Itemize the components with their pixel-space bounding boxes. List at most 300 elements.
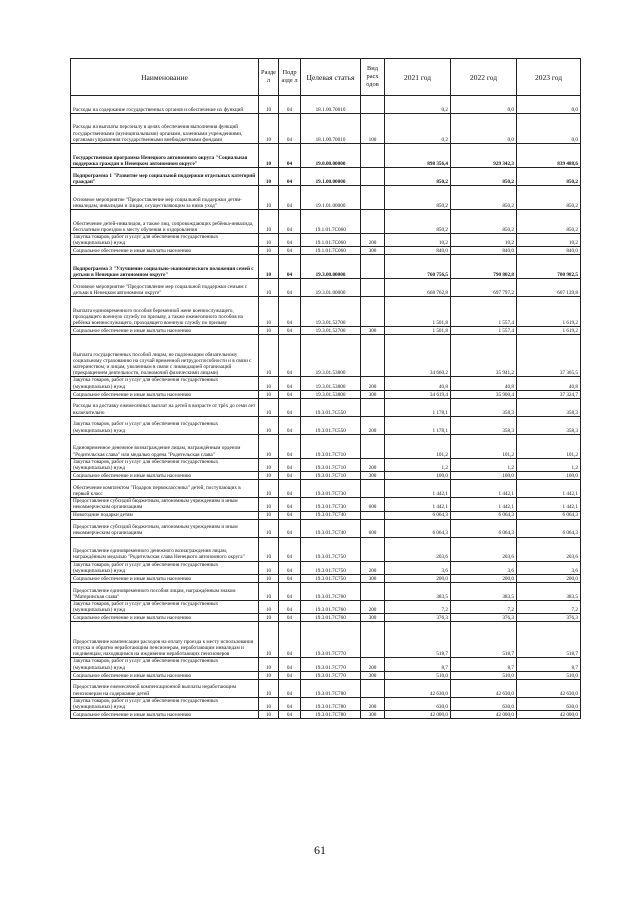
row-2022-cell: 790 802,8 bbox=[451, 255, 517, 279]
row-target-cell: 19.3.01.7С730 bbox=[301, 480, 361, 498]
table-row bbox=[71, 255, 581, 279]
table-row bbox=[71, 480, 581, 498]
row-subsection-cell: 04 bbox=[279, 210, 301, 234]
table-row bbox=[71, 511, 581, 519]
row-name-cell: Подпрограмма 3 "Улучшение социально-экономического положения семей с детьми в Ненецком автономном округе" bbox=[71, 255, 259, 279]
row-name-cell: Социальное обеспечение и иные выплаты населению bbox=[71, 614, 259, 622]
row-target-cell: 19.3.01.7С750 bbox=[301, 537, 361, 561]
row-subsection-cell: 04 bbox=[279, 186, 301, 210]
table-row bbox=[71, 622, 581, 658]
row-2021-cell: 898 356,4 bbox=[385, 144, 451, 168]
row-target-cell: 19.1.00.00000 bbox=[301, 168, 361, 186]
row-section-cell: 10 bbox=[259, 519, 279, 537]
row-2023-cell: 1 619,2 bbox=[517, 327, 581, 335]
row-target-cell: 19.3.00.00000 bbox=[301, 255, 361, 279]
row-section-cell: 10 bbox=[259, 697, 279, 710]
row-target-cell: 19.3.01.7С760 bbox=[301, 614, 361, 622]
table-row bbox=[71, 601, 581, 614]
row-name-cell: Социальное обеспечение и иные выплаты населению bbox=[71, 711, 259, 719]
row-2021-cell: 840,0 bbox=[385, 247, 451, 255]
row-subsection-cell: 04 bbox=[279, 297, 301, 327]
row-2022-cell: 850,2 bbox=[451, 210, 517, 234]
row-target-cell: 19.3.01.7С710 bbox=[301, 472, 361, 480]
table-row bbox=[71, 679, 581, 697]
table-header-row bbox=[71, 59, 581, 96]
row-2021-cell: 6 064,3 bbox=[385, 519, 451, 537]
row-name-cell: Предоставление ежемесячной компенсационной выплаты неработающим пенсионерам на содержание детей bbox=[71, 679, 259, 697]
row-2022-cell: 6 064,3 bbox=[451, 519, 517, 537]
row-2022-cell: 100,0 bbox=[451, 472, 517, 480]
row-target-cell: 18.1.00.70010 bbox=[301, 114, 361, 144]
row-2023-cell: 42 630,0 bbox=[517, 679, 581, 697]
row-2021-cell: 0,2 bbox=[385, 96, 451, 114]
row-kind-cell bbox=[361, 210, 385, 234]
row-2021-cell: 6 064,3 bbox=[385, 511, 451, 519]
row-subsection-cell: 04 bbox=[279, 335, 301, 377]
row-2023-cell: 1 442,1 bbox=[517, 498, 581, 511]
table-row bbox=[71, 398, 581, 416]
row-target-cell: 19.3.01.52700 bbox=[301, 297, 361, 327]
row-target-cell: 19.3.01.00000 bbox=[301, 279, 361, 297]
row-kind-cell: 600 bbox=[361, 519, 385, 537]
table-row bbox=[71, 144, 581, 168]
header-target-article: Целевая статья bbox=[301, 59, 361, 96]
row-section-cell: 10 bbox=[259, 186, 279, 210]
row-section-cell: 10 bbox=[259, 255, 279, 279]
row-section-cell: 10 bbox=[259, 335, 279, 377]
row-kind-cell: 600 bbox=[361, 498, 385, 511]
row-subsection-cell: 04 bbox=[279, 472, 301, 480]
row-2023-cell: 1,2 bbox=[517, 458, 581, 471]
row-name-cell: Основное мероприятие "Предоставление мер социальной поддержки семьям с детьми в Ненецком автономном округе" bbox=[71, 279, 259, 297]
row-section-cell: 10 bbox=[259, 622, 279, 658]
row-subsection-cell: 04 bbox=[279, 377, 301, 390]
row-2021-cell: 630,0 bbox=[385, 697, 451, 710]
row-name-cell: Закупка товаров, работ и услуг для обеспечения государственных (муниципальных) нужд bbox=[71, 234, 259, 247]
row-target-cell: 18.1.00.70010 bbox=[301, 96, 361, 114]
row-target-cell: 19.0.00.00000 bbox=[301, 144, 361, 168]
row-subsection-cell: 04 bbox=[279, 247, 301, 255]
row-2023-cell: 10,2 bbox=[517, 234, 581, 247]
table-row bbox=[71, 247, 581, 255]
row-2022-cell: 1,2 bbox=[451, 458, 517, 471]
row-section-cell: 10 bbox=[259, 377, 279, 390]
row-target-cell: 19.1.01.7С060 bbox=[301, 234, 361, 247]
row-name-cell: Предоставление компенсации расходов на оплату проезда к месту использования отпуска и обратно неработающим пенсионерам, неработающим инвалидам и иждивенцам, находящимся на иждивении неработающих пенсионеров bbox=[71, 622, 259, 658]
row-target-cell: 19.3.01.7С710 bbox=[301, 434, 361, 458]
row-name-cell: Предоставление субсидий бюджетным, автономным учреждениям и иным некоммерческим организациям bbox=[71, 498, 259, 511]
row-kind-cell bbox=[361, 622, 385, 658]
row-target-cell: 19.1.01.7С060 bbox=[301, 210, 361, 234]
row-2022-cell: 7,2 bbox=[451, 601, 517, 614]
row-name-cell: Социальное обеспечение и иные выплаты населению bbox=[71, 671, 259, 679]
header-year-2023: 2023 год bbox=[517, 59, 581, 96]
row-2022-cell: 8,7 bbox=[451, 658, 517, 671]
table-row bbox=[71, 234, 581, 247]
row-2021-cell: 42 630,0 bbox=[385, 679, 451, 697]
table-row bbox=[71, 561, 581, 574]
row-target-cell: 19.3.01.7С710 bbox=[301, 458, 361, 471]
row-2023-cell: 100,0 bbox=[517, 472, 581, 480]
row-2023-cell: 1 442,1 bbox=[517, 480, 581, 498]
row-target-cell: 19.3.01.7С760 bbox=[301, 601, 361, 614]
table-row bbox=[71, 416, 581, 434]
row-subsection-cell: 04 bbox=[279, 658, 301, 671]
row-target-cell: 19.3.01.7С550 bbox=[301, 416, 361, 434]
row-name-cell: Новогодние подарки детям bbox=[71, 511, 259, 519]
row-name-cell: Расходы на доставку ежемесячных выплат на детей в возрасте от трёх до семи лет включительно bbox=[71, 398, 259, 416]
row-2023-cell: 37 365,5 bbox=[517, 335, 581, 377]
row-2023-cell: 850,2 bbox=[517, 186, 581, 210]
row-2023-cell: 607 139,8 bbox=[517, 279, 581, 297]
table-row bbox=[71, 658, 581, 671]
row-2023-cell: 1 619,2 bbox=[517, 297, 581, 327]
row-2022-cell: 850,2 bbox=[451, 168, 517, 186]
row-section-cell: 10 bbox=[259, 480, 279, 498]
row-2022-cell: 42 000,0 bbox=[451, 711, 517, 719]
row-kind-cell bbox=[361, 537, 385, 561]
row-name-cell: Социальное обеспечение и иные выплаты населению bbox=[71, 390, 259, 398]
row-subsection-cell: 04 bbox=[279, 498, 301, 511]
row-target-cell: 19.3.01.7С780 bbox=[301, 711, 361, 719]
row-subsection-cell: 04 bbox=[279, 519, 301, 537]
row-2023-cell: 518,7 bbox=[517, 622, 581, 658]
row-kind-cell: 200 bbox=[361, 561, 385, 574]
row-kind-cell: 300 bbox=[361, 614, 385, 622]
row-kind-cell: 100 bbox=[361, 114, 385, 144]
row-kind-cell: 200 bbox=[361, 658, 385, 671]
header-section: Разде л bbox=[259, 59, 279, 96]
row-subsection-cell: 04 bbox=[279, 327, 301, 335]
row-2023-cell: 358,3 bbox=[517, 398, 581, 416]
row-2023-cell: 358,3 bbox=[517, 416, 581, 434]
row-section-cell: 10 bbox=[259, 614, 279, 622]
row-2022-cell: 40,8 bbox=[451, 377, 517, 390]
row-subsection-cell: 04 bbox=[279, 144, 301, 168]
row-2021-cell: 101,2 bbox=[385, 434, 451, 458]
row-section-cell: 10 bbox=[259, 144, 279, 168]
table-row bbox=[71, 168, 581, 186]
row-2023-cell: 850,2 bbox=[517, 210, 581, 234]
row-section-cell: 10 bbox=[259, 114, 279, 144]
row-2022-cell: 1 557,4 bbox=[451, 327, 517, 335]
row-subsection-cell: 04 bbox=[279, 458, 301, 471]
row-subsection-cell: 04 bbox=[279, 711, 301, 719]
row-kind-cell bbox=[361, 168, 385, 186]
row-2022-cell: 101,2 bbox=[451, 434, 517, 458]
row-section-cell: 10 bbox=[259, 247, 279, 255]
row-subsection-cell: 04 bbox=[279, 398, 301, 416]
table-row bbox=[71, 614, 581, 622]
row-2022-cell: 358,3 bbox=[451, 416, 517, 434]
table-row bbox=[71, 96, 581, 114]
row-2021-cell: 760 756,5 bbox=[385, 255, 451, 279]
row-2021-cell: 203,6 bbox=[385, 537, 451, 561]
table-row bbox=[71, 297, 581, 327]
row-subsection-cell: 04 bbox=[279, 583, 301, 601]
row-2023-cell: 37 324,7 bbox=[517, 390, 581, 398]
table-row bbox=[71, 671, 581, 679]
row-subsection-cell: 04 bbox=[279, 614, 301, 622]
row-section-cell: 10 bbox=[259, 398, 279, 416]
row-name-cell: Социальное обеспечение и иные выплаты населению bbox=[71, 327, 259, 335]
row-subsection-cell: 04 bbox=[279, 114, 301, 144]
row-kind-cell bbox=[361, 679, 385, 697]
row-name-cell: Предоставление единовременного денежного вознаграждения лицам, награждённым медалью "Родительская слава Ненецкого автономного округа" bbox=[71, 537, 259, 561]
row-name-cell: Закупка товаров, работ и услуг для обеспечения государственных (муниципальных) нужд bbox=[71, 658, 259, 671]
row-target-cell: 19.3.01.7С740 bbox=[301, 519, 361, 537]
row-2023-cell: 0,0 bbox=[517, 96, 581, 114]
row-2021-cell: 0,2 bbox=[385, 114, 451, 144]
row-kind-cell: 200 bbox=[361, 416, 385, 434]
row-subsection-cell: 04 bbox=[279, 561, 301, 574]
row-2022-cell: 1 557,4 bbox=[451, 297, 517, 327]
row-section-cell: 10 bbox=[259, 234, 279, 247]
row-2023-cell: 383,5 bbox=[517, 583, 581, 601]
row-subsection-cell: 04 bbox=[279, 480, 301, 498]
row-2021-cell: 34 619,4 bbox=[385, 390, 451, 398]
row-section-cell: 10 bbox=[259, 511, 279, 519]
row-section-cell: 10 bbox=[259, 601, 279, 614]
row-name-cell: Расходы на содержание государственных органов и обеспечение их функций bbox=[71, 96, 259, 114]
row-section-cell: 10 bbox=[259, 711, 279, 719]
row-section-cell: 10 bbox=[259, 561, 279, 574]
table-row bbox=[71, 472, 581, 480]
row-kind-cell bbox=[361, 335, 385, 377]
row-2021-cell: 1,2 bbox=[385, 458, 451, 471]
row-section-cell: 10 bbox=[259, 279, 279, 297]
row-target-cell: 19.3.01.53800 bbox=[301, 335, 361, 377]
row-2021-cell: 1 178,1 bbox=[385, 416, 451, 434]
row-section-cell: 10 bbox=[259, 679, 279, 697]
table-row bbox=[71, 390, 581, 398]
row-2021-cell: 10,2 bbox=[385, 234, 451, 247]
row-kind-cell bbox=[361, 255, 385, 279]
row-subsection-cell: 04 bbox=[279, 601, 301, 614]
row-kind-cell: 200 bbox=[361, 697, 385, 710]
row-2021-cell: 34 660,2 bbox=[385, 335, 451, 377]
row-subsection-cell: 04 bbox=[279, 96, 301, 114]
row-kind-cell bbox=[361, 297, 385, 327]
row-kind-cell bbox=[361, 96, 385, 114]
row-target-cell: 19.3.01.7С770 bbox=[301, 622, 361, 658]
row-2022-cell: 200,0 bbox=[451, 575, 517, 583]
row-2021-cell: 518,7 bbox=[385, 622, 451, 658]
row-2022-cell: 840,0 bbox=[451, 247, 517, 255]
row-name-cell: Закупка товаров, работ и услуг для обеспечения государственных (муниципальных) нужд bbox=[71, 561, 259, 574]
row-kind-cell bbox=[361, 434, 385, 458]
row-name-cell: Закупка товаров, работ и услуг для обеспечения государственных (муниципальных) нужд bbox=[71, 601, 259, 614]
row-2023-cell: 8,7 bbox=[517, 658, 581, 671]
row-name-cell: Расходы на выплаты персоналу в целях обеспечения выполнения функций государственными (муниципальными) органами, казенными учреждениями, органами управления государственными внебюджетными фондами bbox=[71, 114, 259, 144]
row-kind-cell bbox=[361, 144, 385, 168]
row-2022-cell: 6 064,3 bbox=[451, 511, 517, 519]
row-kind-cell bbox=[361, 398, 385, 416]
row-section-cell: 10 bbox=[259, 575, 279, 583]
row-target-cell: 19.3.01.7С740 bbox=[301, 511, 361, 519]
header-year-2021: 2021 год bbox=[385, 59, 451, 96]
row-target-cell: 19.3.01.53800 bbox=[301, 390, 361, 398]
row-name-cell: Выплата единовременного пособия беременной жене военнослужащего, проходящего военную службу по призыву, а также ежемесячного пособия на ребёнка военнослужащего, проходящего военную службу по призыву bbox=[71, 297, 259, 327]
row-kind-cell: 300 bbox=[361, 575, 385, 583]
row-2022-cell: 510,0 bbox=[451, 671, 517, 679]
row-kind-cell bbox=[361, 186, 385, 210]
row-2023-cell: 840,0 bbox=[517, 247, 581, 255]
row-subsection-cell: 04 bbox=[279, 416, 301, 434]
row-2021-cell: 200,0 bbox=[385, 575, 451, 583]
row-2023-cell: 839 488,6 bbox=[517, 144, 581, 168]
row-2023-cell: 0,0 bbox=[517, 114, 581, 144]
row-2021-cell: 668 762,8 bbox=[385, 279, 451, 297]
row-section-cell: 10 bbox=[259, 327, 279, 335]
row-kind-cell: 300 bbox=[361, 247, 385, 255]
row-2021-cell: 850,2 bbox=[385, 168, 451, 186]
table-row bbox=[71, 537, 581, 561]
row-kind-cell: 200 bbox=[361, 377, 385, 390]
row-2023-cell: 850,2 bbox=[517, 168, 581, 186]
row-target-cell: 19.3.01.7С770 bbox=[301, 671, 361, 679]
row-2023-cell: 630,0 bbox=[517, 697, 581, 710]
row-2023-cell: 3,6 bbox=[517, 561, 581, 574]
row-2023-cell: 700 982,5 bbox=[517, 255, 581, 279]
row-section-cell: 10 bbox=[259, 416, 279, 434]
row-subsection-cell: 04 bbox=[279, 279, 301, 297]
row-2022-cell: 0,0 bbox=[451, 96, 517, 114]
row-kind-cell: 300 bbox=[361, 327, 385, 335]
row-name-cell: Социальное обеспечение и иные выплаты населению bbox=[71, 247, 259, 255]
row-2021-cell: 7,2 bbox=[385, 601, 451, 614]
row-section-cell: 10 bbox=[259, 168, 279, 186]
row-section-cell: 10 bbox=[259, 472, 279, 480]
row-2022-cell: 35 941,2 bbox=[451, 335, 517, 377]
row-target-cell: 19.3.01.53800 bbox=[301, 377, 361, 390]
row-target-cell: 19.3.01.7С750 bbox=[301, 575, 361, 583]
row-2021-cell: 1 442,1 bbox=[385, 498, 451, 511]
row-section-cell: 10 bbox=[259, 434, 279, 458]
header-year-2022: 2022 год bbox=[451, 59, 517, 96]
row-subsection-cell: 04 bbox=[279, 390, 301, 398]
row-target-cell: 19.1.01.00000 bbox=[301, 186, 361, 210]
row-target-cell: 19.3.01.7С730 bbox=[301, 498, 361, 511]
row-name-cell: Единовременное денежное вознаграждение лицам, награждённым орденом "Родительская слава" или медалью ордена "Родительская слава" bbox=[71, 434, 259, 458]
row-section-cell: 10 bbox=[259, 658, 279, 671]
row-name-cell: Закупка товаров, работ и услуг для обеспечения государственных (муниципальных) нужд bbox=[71, 697, 259, 710]
row-2022-cell: 10,2 bbox=[451, 234, 517, 247]
row-2023-cell: 42 000,0 bbox=[517, 711, 581, 719]
row-subsection-cell: 04 bbox=[279, 622, 301, 658]
row-2021-cell: 850,2 bbox=[385, 210, 451, 234]
table-row bbox=[71, 434, 581, 458]
row-2022-cell: 35 900,4 bbox=[451, 390, 517, 398]
row-target-cell: 19.3.01.7С770 bbox=[301, 658, 361, 671]
row-target-cell: 19.3.01.7С750 bbox=[301, 561, 361, 574]
row-kind-cell bbox=[361, 480, 385, 498]
row-2021-cell: 42 000,0 bbox=[385, 711, 451, 719]
row-2021-cell: 383,5 bbox=[385, 583, 451, 601]
row-2021-cell: 8,7 bbox=[385, 658, 451, 671]
row-2021-cell: 3,6 bbox=[385, 561, 451, 574]
row-kind-cell: 200 bbox=[361, 234, 385, 247]
row-section-cell: 10 bbox=[259, 297, 279, 327]
row-2022-cell: 1 442,1 bbox=[451, 498, 517, 511]
row-kind-cell: 300 bbox=[361, 671, 385, 679]
row-target-cell: 19.3.01.52700 bbox=[301, 327, 361, 335]
row-kind-cell: 300 bbox=[361, 472, 385, 480]
table-row bbox=[71, 186, 581, 210]
row-name-cell: Предоставление субсидий бюджетным, автономным учреждениям и иным некоммерческим организациям bbox=[71, 519, 259, 537]
row-kind-cell bbox=[361, 511, 385, 519]
row-subsection-cell: 04 bbox=[279, 537, 301, 561]
row-name-cell: Подпрограмма 1 "Развитие мер социальной поддержки отдельных категорий граждан" bbox=[71, 168, 259, 186]
table-row bbox=[71, 327, 581, 335]
row-kind-cell: 200 bbox=[361, 601, 385, 614]
row-2023-cell: 7,2 bbox=[517, 601, 581, 614]
row-name-cell: Предоставление единовременного пособия лицам, награждённым знаком "Материнская слава" bbox=[71, 583, 259, 601]
row-section-cell: 10 bbox=[259, 96, 279, 114]
row-2021-cell: 1 442,1 bbox=[385, 480, 451, 498]
row-section-cell: 10 bbox=[259, 210, 279, 234]
row-2022-cell: 42 630,0 bbox=[451, 679, 517, 697]
page-number: 61 bbox=[314, 843, 326, 857]
row-2022-cell: 0,0 bbox=[451, 114, 517, 144]
table-row bbox=[71, 519, 581, 537]
row-section-cell: 10 bbox=[259, 498, 279, 511]
row-kind-cell bbox=[361, 279, 385, 297]
row-section-cell: 10 bbox=[259, 537, 279, 561]
row-subsection-cell: 04 bbox=[279, 168, 301, 186]
row-2022-cell: 358,3 bbox=[451, 398, 517, 416]
table-row bbox=[71, 583, 581, 601]
row-2021-cell: 1 501,8 bbox=[385, 327, 451, 335]
row-name-cell: Социальное обеспечение и иные выплаты населению bbox=[71, 575, 259, 583]
table-row bbox=[71, 335, 581, 377]
table-body bbox=[71, 96, 581, 719]
row-name-cell: Закупка товаров, работ и услуг для обеспечения государственных (муниципальных) нужд bbox=[71, 416, 259, 434]
table-row bbox=[71, 114, 581, 144]
row-section-cell: 10 bbox=[259, 390, 279, 398]
row-2023-cell: 101,2 bbox=[517, 434, 581, 458]
row-subsection-cell: 04 bbox=[279, 234, 301, 247]
row-2022-cell: 630,0 bbox=[451, 697, 517, 710]
budget-table bbox=[70, 58, 581, 719]
budget-sheet bbox=[70, 58, 580, 719]
row-section-cell: 10 bbox=[259, 583, 279, 601]
row-subsection-cell: 04 bbox=[279, 434, 301, 458]
row-target-cell: 19.3.01.7С760 bbox=[301, 583, 361, 601]
header-expense-kind: Вид расх одов bbox=[361, 59, 385, 96]
row-target-cell: 19.1.01.7С060 bbox=[301, 247, 361, 255]
row-name-cell: Основное мероприятие "Предоставление мер социальной поддержки детям-инвалидам, инвалидам и лицам, осуществляющим за ними уход" bbox=[71, 186, 259, 210]
row-subsection-cell: 04 bbox=[279, 671, 301, 679]
row-2023-cell: 203,6 bbox=[517, 537, 581, 561]
row-2022-cell: 203,6 bbox=[451, 537, 517, 561]
row-2022-cell: 3,6 bbox=[451, 561, 517, 574]
table-row bbox=[71, 711, 581, 719]
row-2021-cell: 510,0 bbox=[385, 671, 451, 679]
row-2022-cell: 850,2 bbox=[451, 186, 517, 210]
row-name-cell: Обеспечение детей-инвалидов, а также лиц, сопровождающих ребёнка-инвалида, бесплатным проездом к месту обучения и оздоровления bbox=[71, 210, 259, 234]
row-2022-cell: 376,3 bbox=[451, 614, 517, 622]
row-2021-cell: 1 501,8 bbox=[385, 297, 451, 327]
row-2021-cell: 100,0 bbox=[385, 472, 451, 480]
row-name-cell: Закупка товаров, работ и услуг для обеспечения государственных (муниципальных) нужд bbox=[71, 377, 259, 390]
row-2023-cell: 510,0 bbox=[517, 671, 581, 679]
table-row bbox=[71, 210, 581, 234]
table-row bbox=[71, 458, 581, 471]
row-2021-cell: 376,3 bbox=[385, 614, 451, 622]
row-2023-cell: 200,0 bbox=[517, 575, 581, 583]
row-kind-cell bbox=[361, 583, 385, 601]
